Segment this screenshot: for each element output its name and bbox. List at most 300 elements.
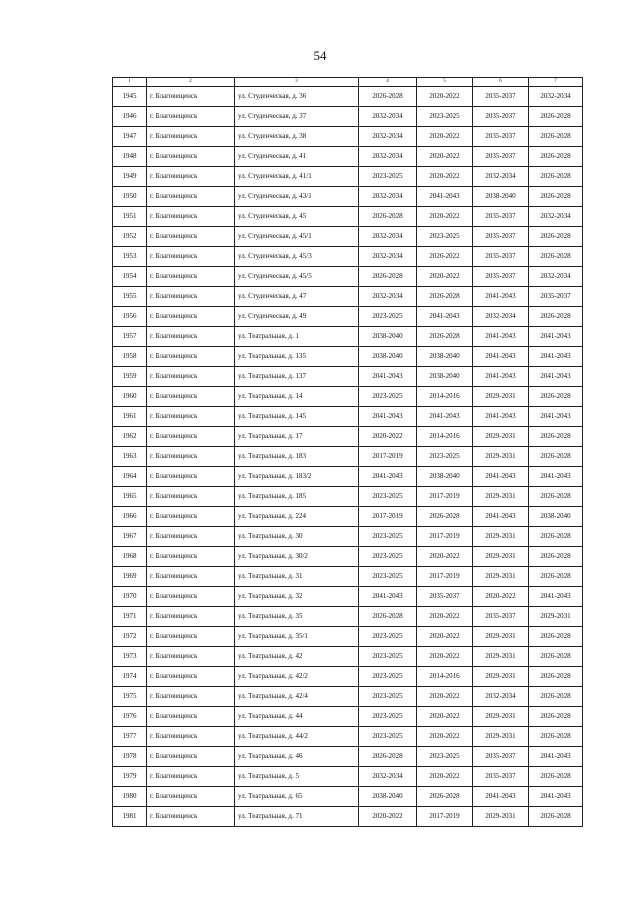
table-row <box>113 107 583 127</box>
period-cell: 2026-2022 <box>417 247 473 267</box>
page-number: 54 <box>313 48 327 63</box>
period-cell: 2026-2028 <box>417 507 473 527</box>
city-cell: г. Благовещенск <box>147 107 235 127</box>
address-cell: ул. Театральная, д. 44/2 <box>235 727 359 747</box>
period-cell: 2020-2022 <box>417 647 473 667</box>
period-cell: 2026-2028 <box>529 387 583 407</box>
city-cell: г. Благовещенск <box>147 727 235 747</box>
row-number: 1973 <box>113 647 147 667</box>
period-cell: 2041-2043 <box>529 327 583 347</box>
period-cell: 2023-2025 <box>359 707 417 727</box>
period-cell: 2026-2028 <box>359 87 417 107</box>
row-number: 1948 <box>113 147 147 167</box>
period-cell: 2026-2028 <box>417 287 473 307</box>
period-cell: 2041-2043 <box>529 367 583 387</box>
city-cell: г. Благовещенск <box>147 87 235 107</box>
period-cell: 2023-2025 <box>359 487 417 507</box>
city-cell: г. Благовещенск <box>147 227 235 247</box>
address-cell: ул. Театральная, д. 35 <box>235 607 359 627</box>
period-cell: 2032-2034 <box>359 147 417 167</box>
period-cell: 2038-2040 <box>417 467 473 487</box>
period-cell: 2026-2028 <box>529 667 583 687</box>
address-cell: ул. Театральная, д. 42 <box>235 647 359 667</box>
column-number: 1 <box>113 78 147 87</box>
city-cell: г. Благовещенск <box>147 407 235 427</box>
table-row <box>113 247 583 267</box>
city-cell: г. Благовещенск <box>147 527 235 547</box>
address-cell: ул. Театральная, д. 183/2 <box>235 467 359 487</box>
address-cell: ул. Студенческая, д. 36 <box>235 87 359 107</box>
period-cell: 2041-2043 <box>473 467 529 487</box>
period-cell: 2020-2022 <box>417 707 473 727</box>
city-cell: г. Благовещенск <box>147 247 235 267</box>
period-cell: 2032-2034 <box>529 267 583 287</box>
table-row <box>113 387 583 407</box>
period-cell: 2029-2031 <box>473 427 529 447</box>
period-cell: 2035-2037 <box>529 287 583 307</box>
period-cell: 2026-2028 <box>529 567 583 587</box>
period-cell: 2023-2025 <box>359 567 417 587</box>
period-cell: 2032-2034 <box>359 767 417 787</box>
row-number: 1967 <box>113 527 147 547</box>
period-cell: 2023-2025 <box>417 227 473 247</box>
row-number: 1947 <box>113 127 147 147</box>
city-cell: г. Благовещенск <box>147 807 235 827</box>
table-row <box>113 427 583 447</box>
row-number: 1970 <box>113 587 147 607</box>
period-cell: 2017-2019 <box>359 447 417 467</box>
city-cell: г. Благовещенск <box>147 687 235 707</box>
table-row <box>113 127 583 147</box>
period-cell: 2020-2022 <box>417 627 473 647</box>
period-cell: 2038-2040 <box>359 347 417 367</box>
period-cell: 2026-2028 <box>529 547 583 567</box>
period-cell: 2026-2028 <box>529 627 583 647</box>
period-cell: 2041-2043 <box>473 407 529 427</box>
row-number: 1964 <box>113 467 147 487</box>
period-cell: 2026-2028 <box>529 427 583 447</box>
table-row <box>113 667 583 687</box>
table-body <box>113 87 583 827</box>
table-row <box>113 227 583 247</box>
period-cell: 2032-2034 <box>359 227 417 247</box>
table-row <box>113 747 583 767</box>
period-cell: 2029-2031 <box>473 667 529 687</box>
table-row <box>113 487 583 507</box>
period-cell: 2032-2034 <box>359 247 417 267</box>
period-cell: 2023-2025 <box>359 527 417 547</box>
period-cell: 2026-2028 <box>529 187 583 207</box>
period-cell: 2023-2025 <box>359 687 417 707</box>
table-row <box>113 507 583 527</box>
row-number: 1956 <box>113 307 147 327</box>
period-cell: 2026-2028 <box>529 247 583 267</box>
period-cell: 2035-2037 <box>473 127 529 147</box>
period-cell: 2026-2028 <box>529 487 583 507</box>
period-cell: 2041-2043 <box>529 407 583 427</box>
row-number: 1974 <box>113 667 147 687</box>
column-number: 5 <box>417 78 473 87</box>
period-cell: 2035-2037 <box>473 87 529 107</box>
period-cell: 2017-2019 <box>417 807 473 827</box>
row-number: 1980 <box>113 787 147 807</box>
row-number: 1953 <box>113 247 147 267</box>
address-cell: ул. Театральная, д. 30/2 <box>235 547 359 567</box>
city-cell: г. Благовещенск <box>147 307 235 327</box>
row-number: 1950 <box>113 187 147 207</box>
period-cell: 2023-2025 <box>417 447 473 467</box>
period-cell: 2038-2040 <box>417 347 473 367</box>
period-cell: 2026-2028 <box>529 527 583 547</box>
city-cell: г. Благовещенск <box>147 707 235 727</box>
period-cell: 2020-2022 <box>359 427 417 447</box>
period-cell: 2035-2037 <box>473 247 529 267</box>
period-cell: 2029-2031 <box>473 707 529 727</box>
period-cell: 2026-2028 <box>529 447 583 467</box>
city-cell: г. Благовещенск <box>147 607 235 627</box>
address-cell: ул. Театральная, д. 185 <box>235 487 359 507</box>
city-cell: г. Благовещенск <box>147 387 235 407</box>
period-cell: 2041-2043 <box>473 287 529 307</box>
address-cell: ул. Студенческая, д. 49 <box>235 307 359 327</box>
city-cell: г. Благовещенск <box>147 187 235 207</box>
period-cell: 2041-2043 <box>529 467 583 487</box>
period-cell: 2026-2028 <box>529 687 583 707</box>
period-cell: 2041-2043 <box>529 347 583 367</box>
city-cell: г. Благовещенск <box>147 507 235 527</box>
table-row <box>113 787 583 807</box>
period-cell: 2029-2031 <box>473 547 529 567</box>
table-row <box>113 707 583 727</box>
period-cell: 2041-2043 <box>529 747 583 767</box>
row-number: 1954 <box>113 267 147 287</box>
period-cell: 2023-2025 <box>359 647 417 667</box>
period-cell: 2023-2025 <box>417 107 473 127</box>
city-cell: г. Благовещенск <box>147 667 235 687</box>
row-number: 1955 <box>113 287 147 307</box>
period-cell: 2017-2019 <box>417 567 473 587</box>
city-cell: г. Благовещенск <box>147 367 235 387</box>
period-cell: 2032-2034 <box>473 687 529 707</box>
period-cell: 2038-2040 <box>417 367 473 387</box>
city-cell: г. Благовещенск <box>147 427 235 447</box>
row-number: 1969 <box>113 567 147 587</box>
table-row <box>113 767 583 787</box>
address-cell: ул. Студенческая, д. 47 <box>235 287 359 307</box>
row-number: 1968 <box>113 547 147 567</box>
period-cell: 2020-2022 <box>417 767 473 787</box>
table-row <box>113 467 583 487</box>
table-row <box>113 407 583 427</box>
column-number: 6 <box>473 78 529 87</box>
address-cell: ул. Театральная, д. 42/4 <box>235 687 359 707</box>
row-number: 1961 <box>113 407 147 427</box>
address-cell: ул. Студенческая, д. 37 <box>235 107 359 127</box>
address-cell: ул. Театральная, д. 17 <box>235 427 359 447</box>
period-cell: 2032-2034 <box>359 127 417 147</box>
period-cell: 2035-2037 <box>417 587 473 607</box>
table-row <box>113 347 583 367</box>
city-cell: г. Благовещенск <box>147 327 235 347</box>
period-cell: 2038-2040 <box>529 507 583 527</box>
table-row <box>113 727 583 747</box>
city-cell: г. Благовещенск <box>147 147 235 167</box>
city-cell: г. Благовещенск <box>147 767 235 787</box>
period-cell: 2041-2043 <box>417 187 473 207</box>
row-number: 1958 <box>113 347 147 367</box>
period-cell: 2023-2025 <box>417 747 473 767</box>
address-cell: ул. Театральная, д. 44 <box>235 707 359 727</box>
period-cell: 2020-2022 <box>417 687 473 707</box>
period-cell: 2020-2022 <box>417 727 473 747</box>
period-cell: 2020-2022 <box>417 147 473 167</box>
row-number: 1963 <box>113 447 147 467</box>
row-number: 1965 <box>113 487 147 507</box>
period-cell: 2035-2037 <box>473 227 529 247</box>
period-cell: 2026-2028 <box>529 167 583 187</box>
table-row <box>113 447 583 467</box>
address-cell: ул. Студенческая, д. 45 <box>235 207 359 227</box>
city-cell: г. Благовещенск <box>147 647 235 667</box>
period-cell: 2020-2022 <box>417 267 473 287</box>
period-cell: 2023-2025 <box>359 627 417 647</box>
period-cell: 2026-2028 <box>529 107 583 127</box>
period-cell: 2026-2028 <box>529 647 583 667</box>
period-cell: 2038-2040 <box>473 187 529 207</box>
table-row <box>113 627 583 647</box>
period-cell: 2023-2025 <box>359 727 417 747</box>
period-cell: 2035-2037 <box>473 607 529 627</box>
table-row <box>113 807 583 827</box>
address-cell: ул. Студенческая, д. 41 <box>235 147 359 167</box>
period-cell: 2017-2019 <box>417 527 473 547</box>
row-number: 1978 <box>113 747 147 767</box>
period-cell: 2035-2037 <box>473 747 529 767</box>
period-cell: 2020-2022 <box>417 547 473 567</box>
period-cell: 2014-2016 <box>417 387 473 407</box>
period-cell: 2020-2022 <box>473 587 529 607</box>
table-row <box>113 167 583 187</box>
address-cell: ул. Театральная, д. 65 <box>235 787 359 807</box>
period-cell: 2041-2043 <box>417 307 473 327</box>
period-cell: 2026-2028 <box>359 747 417 767</box>
period-cell: 2032-2034 <box>529 207 583 227</box>
city-cell: г. Благовещенск <box>147 467 235 487</box>
period-cell: 2020-2022 <box>417 607 473 627</box>
address-cell: ул. Театральная, д. 35/1 <box>235 627 359 647</box>
period-cell: 2026-2028 <box>417 787 473 807</box>
table-row <box>113 367 583 387</box>
period-cell: 2041-2043 <box>359 587 417 607</box>
column-number: 2 <box>147 78 235 87</box>
period-cell: 2041-2043 <box>473 787 529 807</box>
table-row <box>113 547 583 567</box>
period-cell: 2032-2034 <box>359 187 417 207</box>
address-cell: ул. Студенческая, д. 45/3 <box>235 247 359 267</box>
table-row <box>113 327 583 347</box>
table-row <box>113 687 583 707</box>
row-number: 1981 <box>113 807 147 827</box>
column-number: 7 <box>529 78 583 87</box>
city-cell: г. Благовещенск <box>147 567 235 587</box>
period-cell: 2026-2028 <box>529 727 583 747</box>
row-number: 1949 <box>113 167 147 187</box>
period-cell: 2041-2043 <box>473 327 529 347</box>
city-cell: г. Благовещенск <box>147 207 235 227</box>
address-cell: ул. Студенческая, д. 38 <box>235 127 359 147</box>
city-cell: г. Благовещенск <box>147 787 235 807</box>
row-number: 1962 <box>113 427 147 447</box>
period-cell: 2017-2019 <box>417 487 473 507</box>
period-cell: 2026-2028 <box>529 707 583 727</box>
table-row <box>113 607 583 627</box>
period-cell: 2026-2028 <box>529 807 583 827</box>
address-cell: ул. Студенческая, д. 45/1 <box>235 227 359 247</box>
period-cell: 2029-2031 <box>473 527 529 547</box>
address-cell: ул. Театральная, д. 32 <box>235 587 359 607</box>
city-cell: г. Благовещенск <box>147 627 235 647</box>
table-row <box>113 147 583 167</box>
period-cell: 2041-2043 <box>417 407 473 427</box>
address-cell: ул. Театральная, д. 30 <box>235 527 359 547</box>
period-cell: 2026-2028 <box>529 127 583 147</box>
period-cell: 2032-2034 <box>473 167 529 187</box>
address-cell: ул. Театральная, д. 31 <box>235 567 359 587</box>
period-cell: 2032-2034 <box>529 87 583 107</box>
city-cell: г. Благовещенск <box>147 347 235 367</box>
period-cell: 2014-2016 <box>417 667 473 687</box>
row-number: 1960 <box>113 387 147 407</box>
period-cell: 2029-2031 <box>473 567 529 587</box>
period-cell: 2017-2019 <box>359 507 417 527</box>
period-cell: 2032-2034 <box>359 107 417 127</box>
row-number: 1971 <box>113 607 147 627</box>
period-cell: 2023-2025 <box>359 307 417 327</box>
city-cell: г. Благовещенск <box>147 167 235 187</box>
period-cell: 2020-2022 <box>359 807 417 827</box>
period-cell: 2020-2022 <box>417 127 473 147</box>
table-header <box>113 78 583 87</box>
city-cell: г. Благовещенск <box>147 547 235 567</box>
city-cell: г. Благовещенск <box>147 747 235 767</box>
period-cell: 2023-2025 <box>359 167 417 187</box>
period-cell: 2014-2016 <box>417 427 473 447</box>
city-cell: г. Благовещенск <box>147 587 235 607</box>
period-cell: 2029-2031 <box>473 387 529 407</box>
address-cell: ул. Театральная, д. 71 <box>235 807 359 827</box>
row-number: 1977 <box>113 727 147 747</box>
period-cell: 2041-2043 <box>473 347 529 367</box>
period-cell: 2023-2025 <box>359 387 417 407</box>
period-cell: 2035-2037 <box>473 207 529 227</box>
row-number: 1951 <box>113 207 147 227</box>
period-cell: 2023-2025 <box>359 547 417 567</box>
period-cell: 2026-2028 <box>529 227 583 247</box>
row-number: 1972 <box>113 627 147 647</box>
period-cell: 2041-2043 <box>359 407 417 427</box>
address-cell: ул. Театральная, д. 5 <box>235 767 359 787</box>
column-number: 4 <box>359 78 417 87</box>
city-cell: г. Благовещенск <box>147 447 235 467</box>
period-cell: 2029-2031 <box>473 487 529 507</box>
period-cell: 2026-2028 <box>417 327 473 347</box>
period-cell: 2038-2040 <box>359 787 417 807</box>
address-cell: ул. Театральная, д. 42/2 <box>235 667 359 687</box>
table-row <box>113 87 583 107</box>
address-cell: ул. Театральная, д. 224 <box>235 507 359 527</box>
registry-table <box>112 77 583 827</box>
period-cell: 2029-2031 <box>473 627 529 647</box>
row-number: 1976 <box>113 707 147 727</box>
period-cell: 2041-2043 <box>359 367 417 387</box>
period-cell: 2026-2028 <box>359 267 417 287</box>
city-cell: г. Благовещенск <box>147 487 235 507</box>
period-cell: 2041-2043 <box>473 507 529 527</box>
table-row <box>113 587 583 607</box>
period-cell: 2026-2028 <box>529 147 583 167</box>
table-row <box>113 647 583 667</box>
table-row <box>113 287 583 307</box>
period-cell: 2038-2040 <box>359 327 417 347</box>
address-cell: ул. Театральная, д. 14 <box>235 387 359 407</box>
table-row <box>113 267 583 287</box>
address-cell: ул. Театральная, д. 46 <box>235 747 359 767</box>
period-cell: 2029-2031 <box>529 607 583 627</box>
row-number: 1957 <box>113 327 147 347</box>
period-cell: 2026-2028 <box>529 767 583 787</box>
period-cell: 2035-2037 <box>473 267 529 287</box>
table-row <box>113 207 583 227</box>
period-cell: 2041-2043 <box>473 367 529 387</box>
period-cell: 2026-2028 <box>529 307 583 327</box>
row-number: 1966 <box>113 507 147 527</box>
address-cell: ул. Театральная, д. 1 <box>235 327 359 347</box>
column-number: 3 <box>235 78 359 87</box>
table-row <box>113 527 583 547</box>
city-cell: г. Благовещенск <box>147 127 235 147</box>
period-cell: 2020-2022 <box>417 87 473 107</box>
table-row <box>113 187 583 207</box>
period-cell: 2035-2037 <box>473 147 529 167</box>
period-cell: 2023-2025 <box>359 667 417 687</box>
table-row <box>113 567 583 587</box>
row-number: 1945 <box>113 87 147 107</box>
address-cell: ул. Студенческая, д. 43/1 <box>235 187 359 207</box>
city-cell: г. Благовещенск <box>147 287 235 307</box>
period-cell: 2035-2037 <box>473 107 529 127</box>
period-cell: 2029-2031 <box>473 647 529 667</box>
table-row <box>113 307 583 327</box>
address-cell: ул. Студенческая, д. 41/1 <box>235 167 359 187</box>
row-number: 1946 <box>113 107 147 127</box>
address-cell: ул. Театральная, д. 145 <box>235 407 359 427</box>
period-cell: 2029-2031 <box>473 447 529 467</box>
period-cell: 2026-2028 <box>359 207 417 227</box>
period-cell: 2020-2022 <box>417 167 473 187</box>
address-cell: ул. Театральная, д. 183 <box>235 447 359 467</box>
period-cell: 2035-2037 <box>473 767 529 787</box>
column-number-row <box>113 78 583 87</box>
period-cell: 2041-2043 <box>529 587 583 607</box>
row-number: 1959 <box>113 367 147 387</box>
period-cell: 2020-2022 <box>417 207 473 227</box>
period-cell: 2041-2043 <box>529 787 583 807</box>
address-cell: ул. Студенческая, д. 45/5 <box>235 267 359 287</box>
period-cell: 2032-2034 <box>359 287 417 307</box>
address-cell: ул. Театральная, д. 135 <box>235 347 359 367</box>
period-cell: 2029-2031 <box>473 727 529 747</box>
row-number: 1979 <box>113 767 147 787</box>
